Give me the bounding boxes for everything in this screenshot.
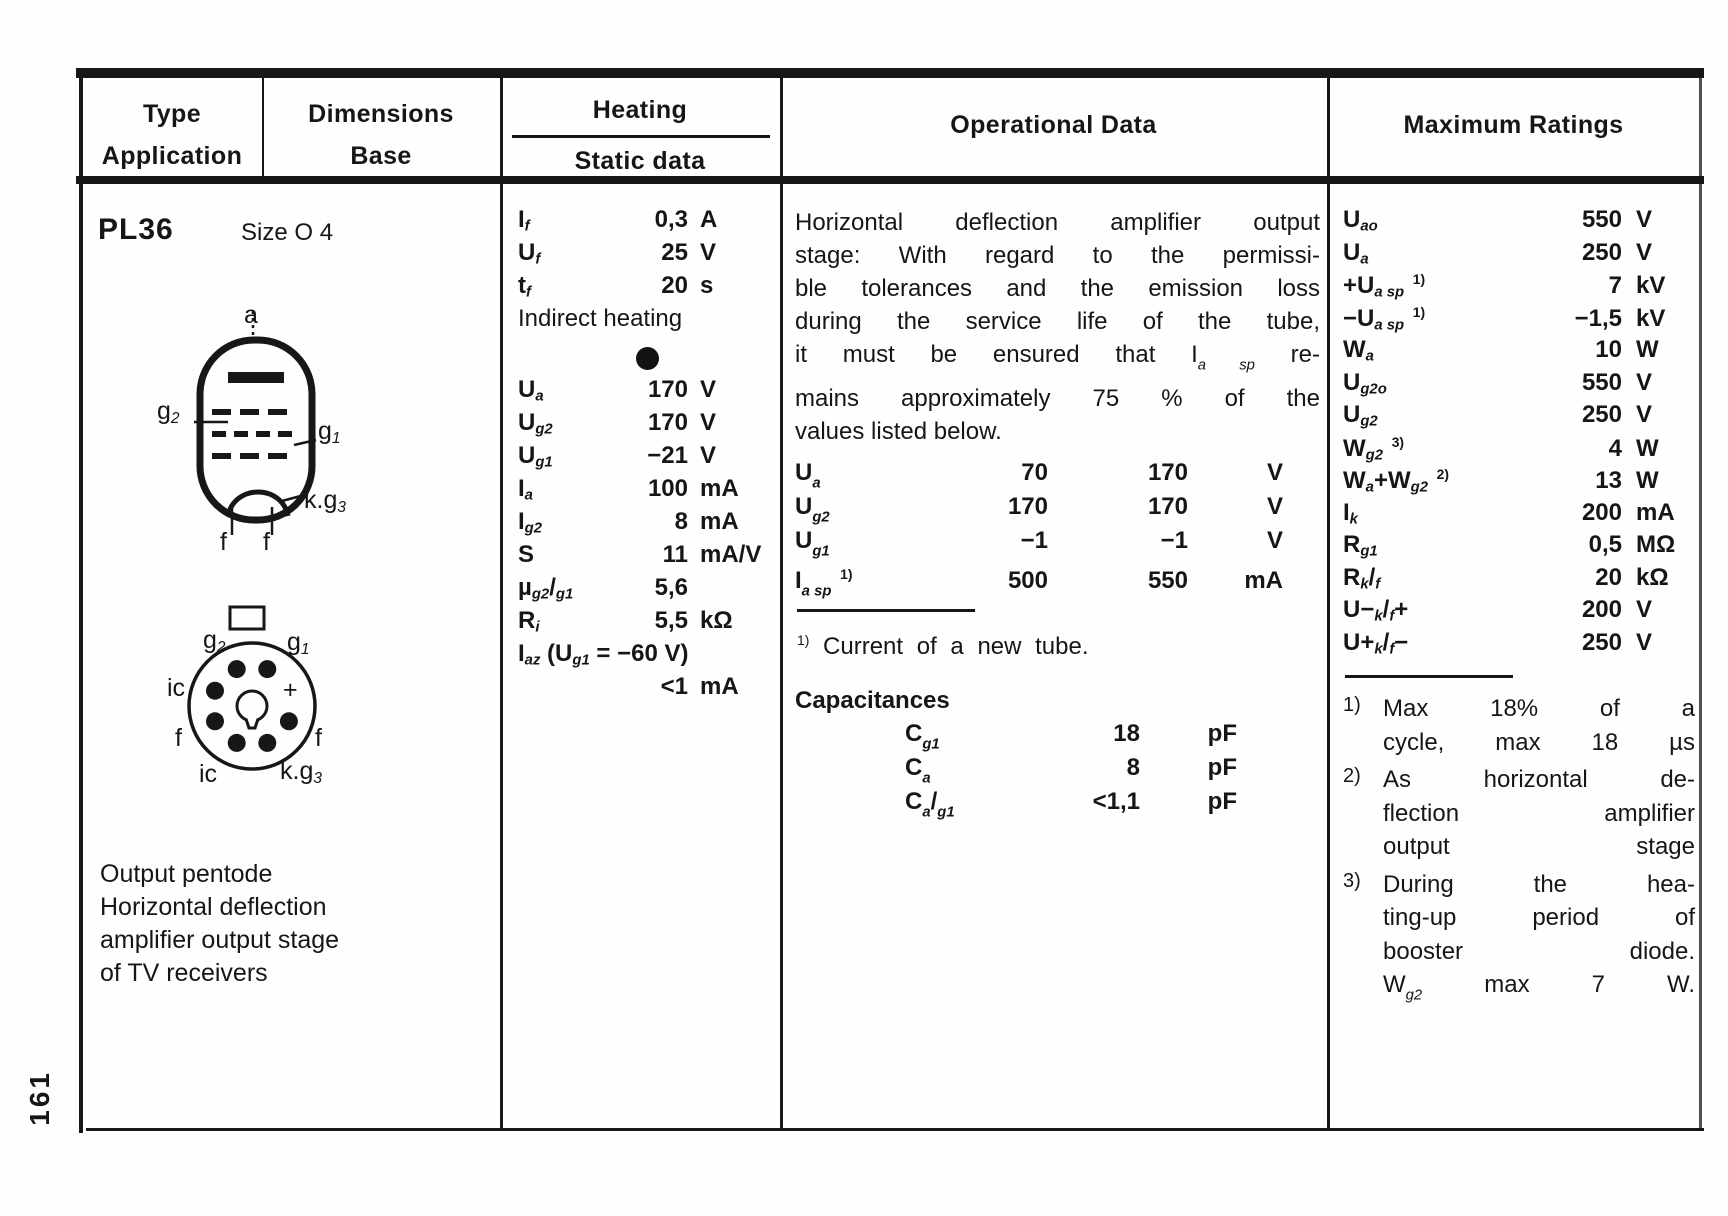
param-value: 250 [1581,628,1622,656]
application-line: of TV receivers [100,959,268,987]
max-rating-row [1343,369,1695,402]
param-value: 20 [661,272,688,299]
static-data-row [518,574,770,607]
tube-pin-label-g1: $g_1$ [318,417,341,447]
footnote-text [1383,763,1695,864]
footnote-divider [797,609,975,612]
footnote-text [1383,692,1695,759]
param-value: 20 [1595,563,1622,591]
param-unit: A [700,206,718,233]
param-value: 18 [1113,720,1140,748]
header-bottom-border [76,176,1704,184]
footnote-text [1383,868,1695,1013]
param-unit: W [1636,467,1659,494]
max-rating-row [1343,239,1695,272]
capacitance-row [795,751,1320,785]
param-value: 200 [1581,498,1622,526]
param-symbol: $W_a+W_{g2}$ $^{2)}$ [1343,466,1450,496]
operating-values-table [795,456,1320,600]
param-value: 0,3 [654,206,688,233]
heating-static-column [518,206,770,706]
param-unit: kV [1636,272,1666,299]
paragraph-line: Horizontal deflection amplifier output [795,209,1320,236]
base-pin-label-f-right: f [315,724,322,752]
value-condition-1: −1 [1020,527,1048,555]
param-symbol: $U_{g1}$ [518,442,553,471]
param-unit: kΩ [1636,563,1669,591]
max-rating-row [1343,434,1695,467]
page-number: 161 [24,1070,55,1126]
paragraph-line: mains approximately 75 % of the [795,385,1320,413]
max-rating-row [1343,564,1695,597]
operational-data-column [795,206,1320,819]
param-symbol: $U-_k/_f+$ [1343,596,1409,625]
table-bottom-border [86,1128,1704,1131]
footnote-line: As horizontal de- [1383,766,1695,793]
param-value: 550 [1581,206,1622,233]
footnote-line: ting-up period of [1383,904,1695,931]
footnote-divider [1345,675,1513,678]
base-pin-label-plus: + [283,676,298,704]
max-rating-row [1343,401,1695,434]
footnote-number: 2) [1343,765,1361,787]
param-value: −21 [647,442,688,469]
tube-pin-label-kg3: $k.g_3$ [304,486,346,516]
param-value: 10 [1595,336,1622,363]
value-condition-2: 550 [1147,567,1188,595]
param-symbol: $U_{g1}$ [795,527,830,560]
header-operational-data: Operational Data [950,111,1157,139]
max-rating-row [1343,466,1695,499]
param-symbol: $U+_k/_f-$ [1343,628,1409,658]
static-data-row [518,409,770,442]
header-static-data: Static data [574,147,706,175]
application-line: amplifier output stage [100,926,340,954]
tube-pin-label-f-right: f [263,528,270,556]
param-symbol: $I_k$ [1343,498,1358,528]
param-symbol: $C_a$ [905,754,931,787]
param-value: 25 [661,239,688,266]
base-pin-label-g2: $g_2$ [203,626,226,656]
param-value: 4 [1608,434,1622,462]
value-condition-1: 170 [1007,493,1048,521]
value-condition-2: 170 [1147,459,1188,487]
table-left-border [79,68,83,1133]
param-unit: V [1636,238,1653,266]
paragraph-line: ble tolerances and the emission loss [795,275,1320,302]
param-symbol: $\mu_{g2}/_{g1}$ [518,574,574,603]
param-unit: MΩ [1636,531,1676,558]
param-value: −1,5 [1574,304,1622,332]
operating-values-row [795,456,1320,490]
application-line: Horizontal deflection [100,893,327,921]
param-unit: W [1636,434,1659,462]
operating-values-row [795,490,1320,524]
max-rating-row [1343,499,1695,532]
operating-values-row [795,524,1320,558]
tube-pin-label-f-left: f [220,528,227,556]
capacitances-title: Capacitances [795,687,950,715]
param-value: 11 [662,541,688,568]
maximum-ratings-column [1343,206,1695,1013]
param-unit: V [1636,628,1653,656]
param-unit: V [1266,459,1283,487]
footnote-1 [1343,692,1695,759]
tube-type-name: PL36 [98,213,174,246]
param-symbol: $R_i$ [518,607,540,636]
table-top-border [76,68,1704,78]
paragraph-line: stage: With regard to the permissi- [795,242,1320,269]
param-value: 5,6 [654,574,688,601]
heating-row [518,239,770,272]
param-symbol: $U_{g2}$ [1343,401,1378,430]
max-rating-row [1343,304,1695,337]
base-pin-label-ic-bottom: ic [199,760,218,788]
param-unit: pF [1207,754,1237,782]
max-rating-row [1343,336,1695,369]
param-value: <1 [660,673,688,700]
param-unit: V [1636,368,1653,396]
footnote-new-tube: $^{1)}$ Current of a new tube. [797,632,1089,661]
col-divider-heating-operational [780,76,783,1128]
param-symbol: $C_a/_{g1}$ [905,788,955,821]
param-symbol: $U_{g2o}$ [1343,368,1387,398]
footnote-line: cycle, max 18 µs [1383,728,1695,756]
static-data-row [518,508,770,541]
param-symbol: $C_{g1}$ [905,720,940,753]
param-value: 8 [1126,754,1140,782]
param-value: 100 [647,475,688,502]
heating-underline [512,135,770,138]
capacitance-row [795,785,1320,819]
max-rating-row [1343,629,1695,662]
param-unit: pF [1207,720,1237,748]
param-unit: mA [1244,567,1283,595]
param-unit: s [700,272,714,299]
param-unit: mA [700,475,739,502]
value-condition-2: −1 [1160,527,1188,555]
header-dimensions: Dimensions [308,100,454,128]
footnote-line: $W_{g2}$ max 7 W. [1383,971,1695,1004]
param-value: 200 [1581,596,1622,623]
param-symbol: $U_{ao}$ [1343,206,1378,235]
footnote-number: 1) [1343,694,1361,716]
param-value: 7 [1608,272,1622,299]
param-unit: V [700,239,717,266]
param-unit: kV [1636,304,1666,332]
header-base: Base [350,142,412,170]
footnote-line: During the hea- [1383,870,1695,898]
param-value: 550 [1581,368,1622,396]
param-unit: V [1636,401,1653,428]
param-symbol: $t_f$ [518,272,531,301]
footnote-2 [1343,763,1695,864]
col-divider-operational-maxratings [1327,76,1330,1128]
param-symbol: $+U_{a sp}$ $^{1)}$ [1343,271,1426,301]
param-unit: W [1636,336,1659,363]
cutoff-current-value-row [518,673,770,706]
param-value: 170 [647,409,688,436]
param-symbol: S [518,541,535,568]
param-unit: mA [700,673,739,700]
footnote-line: Max 18% of a [1383,695,1695,722]
param-symbol: $I_f$ [518,206,530,235]
param-value: 250 [1581,401,1622,428]
param-symbol: $I_{a sp}$ $^{1)}$ [795,566,853,600]
static-data-row [518,607,770,640]
max-rating-row [1343,206,1695,239]
param-unit: V [1636,596,1653,623]
cutoff-current-label: $I_{az}$ ($U_{g1} = -60$ V) [518,640,689,669]
footnote-number: 3) [1343,869,1361,892]
param-symbol: $-U_{a sp}$ $^{1)}$ [1343,303,1426,334]
param-symbol: $R_k/_f$ [1343,563,1381,593]
param-symbol: $U_{g2}$ [518,409,553,438]
static-data-row [518,442,770,475]
param-symbol: $W_a$ [1343,336,1374,365]
max-rating-row [1343,271,1695,304]
table-right-border [1699,68,1702,1131]
param-unit: V [700,409,717,436]
operating-values-row [795,558,1320,600]
param-symbol: $U_a$ [795,459,821,492]
param-value: 170 [647,376,688,403]
param-value: 0,5 [1588,531,1622,558]
base-pin-label-ic-left: ic [167,674,186,702]
footnote-line: output stage [1383,833,1695,860]
param-unit: mA [1636,498,1675,526]
header-application: Application [101,142,243,170]
application-line: Output pentode [100,860,273,888]
footnote-3 [1343,868,1695,1013]
tube-pin-label-g2: $g_2$ [157,397,180,427]
param-unit: mA [700,508,739,535]
bullet-marker [636,347,659,370]
param-unit: pF [1207,788,1237,816]
param-unit: mA/V [700,541,762,568]
header-type: Type [142,100,202,128]
capacitance-row [795,717,1320,751]
col-divider-base-heating [500,76,503,1128]
static-data-row [518,376,770,409]
param-symbol: $U_{g2}$ [795,493,830,526]
max-rating-row [1343,596,1695,629]
max-rating-row [1343,531,1695,564]
base-pin-label-g1: $g_1$ [287,628,310,658]
paragraph-line: it must be ensured that $I_{a sp}$ re- [795,341,1320,374]
footnote-line: flection amplifier [1383,799,1695,827]
header-maximum-ratings: Maximum Ratings [1403,111,1624,139]
param-symbol: $R_{g1}$ [1343,531,1378,560]
param-symbol: $U_a$ [1343,238,1369,268]
param-symbol: $U_a$ [518,376,544,405]
param-unit: V [1266,493,1283,521]
paragraph-line: during the service life of the tube, [795,308,1320,335]
static-data-row [518,475,770,508]
param-value: <1,1 [1092,788,1140,816]
value-condition-1: 70 [1021,459,1048,487]
param-value: 8 [674,508,688,535]
param-unit: V [1266,527,1283,555]
application-description [100,858,430,990]
param-value: 13 [1595,467,1622,494]
param-symbol: $I_{g2}$ [518,508,543,537]
tube-pin-label-anode: a [244,301,258,329]
param-symbol: $W_{g2}$ $^{3)}$ [1343,433,1405,464]
value-condition-2: 170 [1147,493,1188,521]
param-symbol: $I_a$ [518,475,533,504]
paragraph-line: values listed below. [795,418,1002,446]
static-data-row [518,541,770,574]
param-symbol: $U_f$ [518,239,541,268]
base-pin-label-kg3: $k.g_3$ [280,757,322,787]
heating-row [518,272,770,305]
base-pin-label-f-left: f [175,724,182,752]
heating-row [518,206,770,239]
value-condition-1: 500 [1007,567,1048,595]
param-unit: V [1636,206,1653,233]
param-unit: kΩ [700,607,733,634]
indirect-heating-note: Indirect heating [518,305,683,332]
header-heating: Heating [592,96,688,124]
param-unit: V [700,376,717,403]
footnote-line: booster diode. [1383,937,1695,965]
param-unit: V [700,442,717,469]
tube-size: Size O 4 [241,219,334,246]
param-value: 250 [1581,238,1622,266]
param-value: 5,5 [654,607,688,634]
